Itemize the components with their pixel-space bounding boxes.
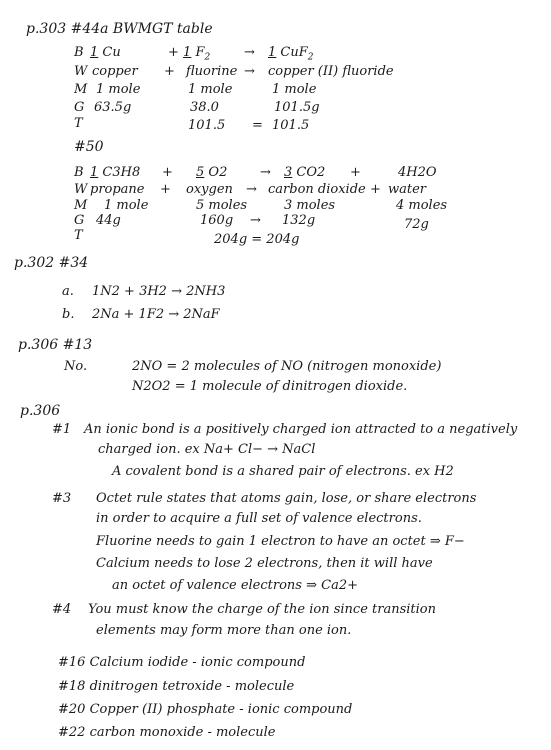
answer-text: charged ion. ex Na+ Cl− → NaCl (98, 442, 316, 457)
section-header: #50 (74, 139, 104, 155)
reaction-arrow: → (250, 213, 261, 228)
mass-cell: 72g (404, 217, 429, 232)
answer-text: an octet of valence electrons ⇒ Ca2+ (112, 578, 358, 593)
answer-text: A covalent bond is a shared pair of electrons. ex H2 (112, 464, 454, 479)
word-cell: carbon dioxide (268, 182, 366, 197)
answer-text: #22 carbon monoxide - molecule (58, 725, 276, 740)
item-label: No. (64, 359, 88, 374)
answer-text: You must know the charge of the ion since transition (88, 602, 436, 617)
equals-sign: = (252, 118, 263, 133)
row-label-b: B (74, 45, 84, 60)
reaction-arrow: → (244, 45, 255, 60)
mass-cell: 63.5g (94, 100, 132, 115)
row-label-m: M (74, 198, 88, 213)
row-label-t: T (74, 228, 83, 243)
answer-text: 2NO = 2 molecules of NO (nitrogen monoxide) (132, 359, 442, 374)
equation-text: 1N2 + 3H2 → 2NH3 (92, 284, 226, 299)
plus-sign: + (350, 165, 361, 180)
mole-cell: 1 mole (104, 198, 149, 213)
reaction-arrow: → (244, 64, 255, 79)
answer-text: Calcium needs to lose 2 electrons, then it will have (96, 556, 433, 571)
mass-cell: 132g (282, 213, 316, 228)
mole-cell: 5 moles (196, 198, 248, 213)
balance-cell: 1 C3H8 (90, 165, 141, 180)
total-cell: 101.5 (272, 118, 310, 133)
plus-sign: + (160, 182, 171, 197)
answer-text: Fluorine needs to gain 1 electron to have an octet ⇒ F− (96, 534, 465, 549)
item-label: b. (62, 307, 75, 322)
row-label-w: W (74, 182, 88, 197)
total-cell: 204g = 204g (214, 232, 300, 247)
balance-cell: + 1 $F_2$ (168, 45, 211, 63)
reaction-arrow: → (246, 182, 257, 197)
row-label-m: M (74, 82, 88, 97)
mass-cell: 38.0 (190, 100, 219, 115)
section-header: p.306 (20, 403, 61, 419)
section-header: p.302 #34 (14, 255, 89, 271)
balance-cell: 1 CuF$_2$ (268, 45, 314, 63)
question-number: #3 (52, 491, 72, 506)
word-cell: water (388, 182, 427, 197)
balance-cell: 1 Cu (90, 45, 121, 60)
equation-text: 2Na + 1F2 → 2NaF (92, 307, 220, 322)
mole-cell: 3 moles (284, 198, 336, 213)
answer-text: N2O2 = 1 molecule of dinitrogen dioxide. (132, 379, 408, 394)
word-cell: copper (92, 64, 138, 79)
balance-cell: 3 CO2 (284, 165, 326, 180)
row-label-g: G (74, 213, 85, 228)
balance-cell: 4H2O (398, 165, 437, 180)
answer-text: #16 Calcium iodide - ionic compound (58, 655, 306, 670)
total-cell: 101.5 (188, 118, 226, 133)
mass-cell: 44g (96, 213, 121, 228)
mole-cell: 1 mole (272, 82, 317, 97)
answer-text: #20 Copper (II) phosphate - ionic compound (58, 702, 353, 717)
word-cell: oxygen (186, 182, 233, 197)
answer-text: in order to acquire a full set of valence electrons. (96, 511, 422, 526)
mass-cell: 101.5g (274, 100, 320, 115)
reaction-arrow: → (260, 165, 271, 180)
item-label: a. (62, 284, 74, 299)
answer-text: Octet rule states that atoms gain, lose, or share electrons (96, 491, 477, 506)
row-label-b: B (74, 165, 84, 180)
answer-text: An ionic bond is a positively charged ion attracted to a negatively (84, 422, 518, 437)
row-label-t: T (74, 116, 83, 131)
row-label-w: W (74, 64, 88, 79)
section-header: p.306 #13 (18, 337, 93, 353)
plus-sign: + (162, 165, 173, 180)
plus-sign: + (370, 182, 381, 197)
mass-cell: 160g (200, 213, 234, 228)
answer-text: #18 dinitrogen tetroxide - molecule (58, 679, 295, 694)
section-header: p.303 #44a BWMGT table (26, 21, 213, 37)
question-number: #1 (52, 422, 72, 437)
word-cell: copper (II) fluoride (268, 64, 394, 79)
plus-sign: + (164, 64, 175, 79)
question-number: #4 (52, 602, 72, 617)
balance-cell: 5 O2 (196, 165, 228, 180)
word-cell: fluorine (186, 64, 238, 79)
mole-cell: 1 mole (188, 82, 233, 97)
row-label-g: G (74, 100, 85, 115)
answer-text: elements may form more than one ion. (96, 623, 352, 638)
mole-cell: 1 mole (96, 82, 141, 97)
mole-cell: 4 moles (396, 198, 448, 213)
word-cell: propane (90, 182, 145, 197)
